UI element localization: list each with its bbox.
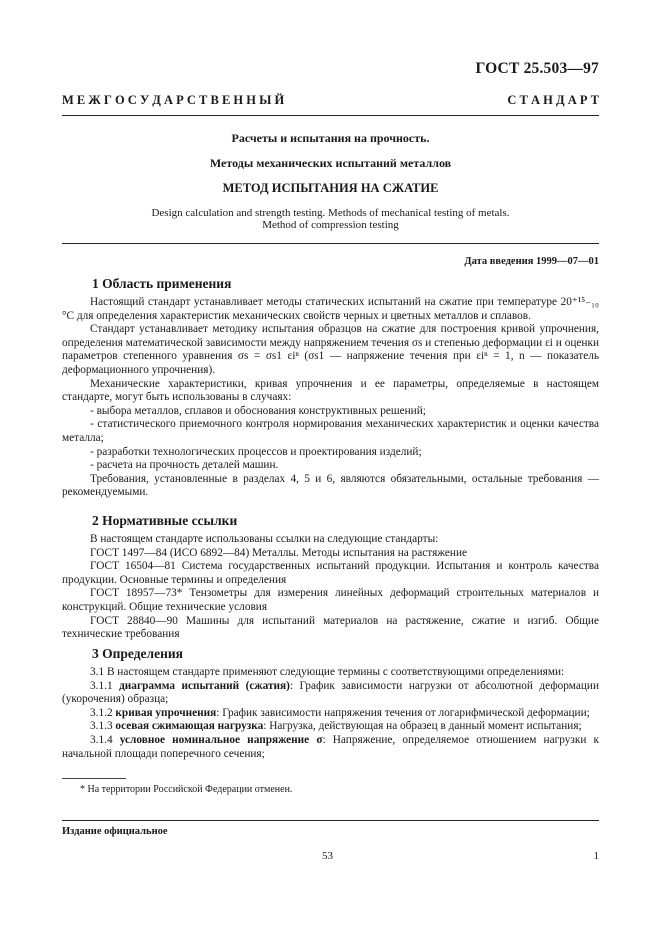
bullet-item <box>62 459 599 473</box>
definition-term: кривая упрочнения <box>115 706 217 719</box>
section-1-body <box>62 296 599 500</box>
paragraph-text: Настоящий стандарт устанавливает методы статических испытаний на сжатие при температуре 20⁺¹⁵₋₁₀ °С для определения характеристик механических свойств черных и цветных металлов и сплавов. <box>62 296 599 322</box>
definition-text: : Напряжение, определяемое отношением нагрузки к начальной площади поперечного сечения; <box>62 733 599 760</box>
definition-item <box>62 720 599 734</box>
reference-text: ГОСТ 1497—84 (ИСО 6892—84) Металлы. Методы испытания на растяжение <box>90 546 468 559</box>
section-1-para-3 <box>62 378 599 405</box>
reference-text: ГОСТ 18957—73* Тензометры для измерения линейных деформаций строительных материалов и конструкций. Общие технические условия <box>62 587 599 613</box>
date-of-introduction: Дата введения 1999—07—01 <box>464 256 599 267</box>
section-1-para-4 <box>62 473 599 500</box>
definition-term: диаграмма испытаний (сжатия) <box>119 679 290 692</box>
section-3-para-1 <box>62 666 599 680</box>
reference-item <box>62 547 599 561</box>
interstate-word: М Е Ж Г О С У Д А Р С Т В Е Н Н Ы Й <box>62 93 285 107</box>
bullet-text: - статистического приемочного контроля нормирования механических характеристик и оценки качества металла; <box>62 418 599 444</box>
definition-text: : График зависимости нагрузки от абсолютной деформации (укорочения) образца; <box>62 679 600 706</box>
standard-word: С Т А Н Д А Р Т <box>507 93 599 107</box>
gost-number: ГОСТ 25.503—97 <box>475 60 599 77</box>
reference-item <box>62 560 599 587</box>
footer-rule <box>62 820 599 821</box>
bullet-item <box>62 446 599 460</box>
header-rule <box>62 115 599 116</box>
english-title <box>62 207 599 231</box>
section-3-body <box>62 666 599 761</box>
definition-number: 3.1.4 <box>90 733 113 746</box>
section-2-heading: 2 Нормативные ссылки <box>92 513 238 528</box>
definition-item <box>62 680 599 707</box>
page-number: 53 <box>322 850 333 862</box>
paragraph-text: В настоящем стандарте использованы ссылки на следующие стандарты: <box>90 533 439 545</box>
section-3-heading: 3 Определения <box>92 646 183 661</box>
paragraph-text: Стандарт устанавливает методику испытания образцов на сжатие для построения кривой упрочнения, определения математической зависимости между напряжением течения σs и степенью деформации εi и оценки параметров степенного уравнения σs = σs1 εiⁿ (σs1 — напряжение течения при εiⁿ = 1, n — показатель деформационного упрочнения). <box>62 323 599 376</box>
definition-number: 3.1.2 <box>90 706 113 719</box>
definition-item <box>62 707 599 721</box>
paragraph-text: 3.1 В настоящем стандарте применяют следующие термины с соответствующими определениями: <box>90 666 565 678</box>
definition-number: 3.1.3 <box>90 720 113 733</box>
definition-term: осевая сжимающая нагрузка <box>115 720 264 733</box>
title-line-1: Расчеты и испытания на прочность. <box>231 131 430 145</box>
english-title-line-1: Design calculation and strength testing. Methods of mechanical testing of metals. <box>151 207 510 219</box>
reference-text: ГОСТ 28840—90 Машины для испытаний материалов на растяжение, сжатие и изгиб. Общие технические требования <box>62 614 599 641</box>
footnote: * На территории Российской Федерации отменен. <box>80 784 293 795</box>
reference-item <box>62 615 599 642</box>
official-edition-label: Издание официальное <box>62 826 168 837</box>
title-main: МЕТОД ИСПЫТАНИЯ НА СЖАТИЕ <box>222 181 439 195</box>
bullet-text: - расчета на прочность деталей машин. <box>90 459 279 472</box>
section-1-heading: 1 Область применения <box>92 276 232 291</box>
bullet-text: - выбора металлов, сплавов и обоснования конструктивных решений; <box>90 404 426 417</box>
interstate-standard-banner <box>62 93 599 108</box>
page-counter: 1 <box>593 850 599 862</box>
title-rule <box>62 243 599 244</box>
bullet-item <box>62 418 599 445</box>
footnote-rule <box>62 778 126 779</box>
section-2-body <box>62 533 599 642</box>
paragraph-text: Механические характеристики, кривая упрочнения и ее параметры, определяемые в настоящем стандарте, могут быть использованы в случаях: <box>62 377 599 404</box>
reference-text: ГОСТ 16504—81 Система государственных испытаний продукции. Испытания и контроль качества продукции. Основные термины и определения <box>62 560 599 586</box>
english-title-line-2: Method of compression testing <box>262 219 399 231</box>
section-1-para-1 <box>62 296 599 323</box>
definition-text: : Нагрузка, действующая на образец в данный момент испытания; <box>263 720 582 733</box>
definition-item <box>62 734 599 761</box>
title-line-2: Методы механических испытаний металлов <box>209 156 452 170</box>
definition-text: : График зависимости напряжения течения от логарифмической деформации; <box>216 706 590 719</box>
definition-term: условное номинальное напряжение σ <box>119 733 323 746</box>
bullet-text: - разработки технологических процессов и проектирования изделий; <box>90 445 422 458</box>
section-1-para-2 <box>62 323 599 377</box>
bullet-item <box>62 405 599 419</box>
reference-item <box>62 587 599 614</box>
definition-number: 3.1.1 <box>90 679 113 692</box>
paragraph-text: Требования, установленные в разделах 4, 5 и 6, являются обязательными, остальные требования — рекомендуемыми. <box>62 472 599 499</box>
section-2-para-1 <box>62 533 599 547</box>
